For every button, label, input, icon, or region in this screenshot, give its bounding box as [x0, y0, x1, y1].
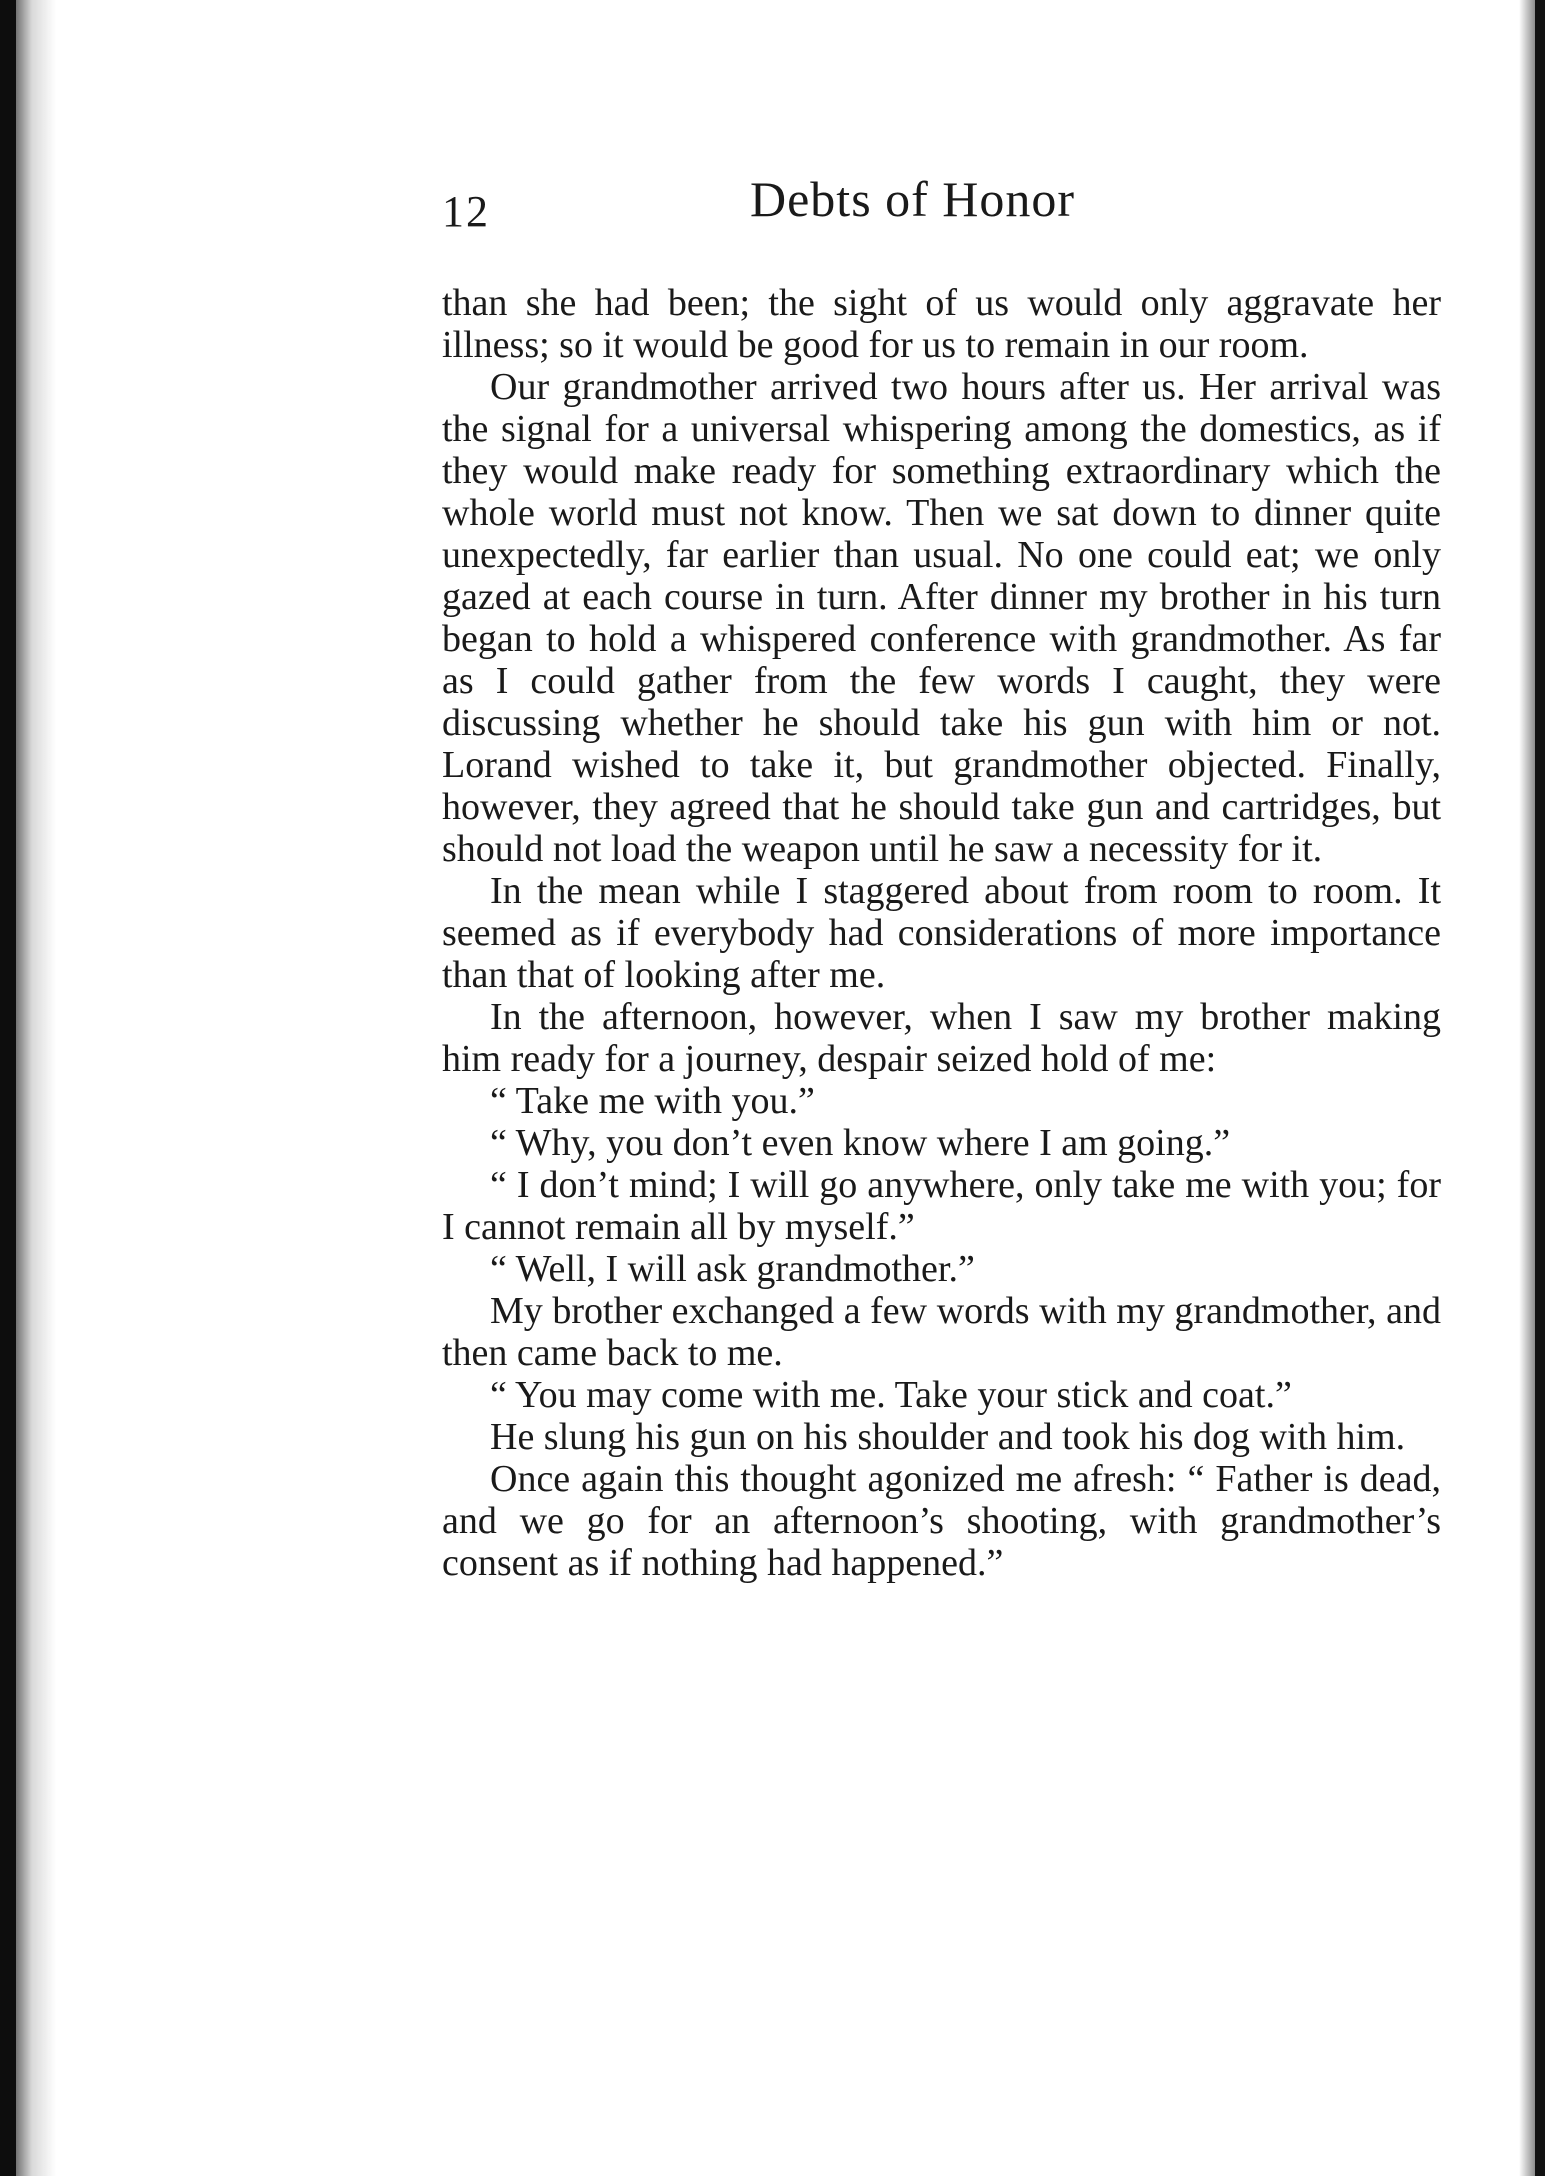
page-number: 12 [442, 187, 490, 236]
page-edge-shading [1519, 0, 1535, 2176]
dialogue-line: “ You may come with me. Take your stick and coat.” [490, 1374, 1292, 1416]
body-text [442, 282, 1441, 1584]
dialogue-line: “ Why, you don’t even know where I am going.” [490, 1122, 1231, 1164]
paragraph: In the afternoon, however, when I saw my brother making him ready for a journey, despair seized hold of me: [442, 996, 1441, 1080]
paragraph: He slung his gun on his shoulder and took his dog with him. [490, 1416, 1406, 1458]
gutter-shading [16, 0, 56, 2176]
paragraph: Our grandmother arrived two hours after us. Her arrival was the signal for a universal whispering among the domestics, as if they would make ready for something extraordinary which the whole world must not know. Then we sat down to dinner quite unexpectedly, far earlier than usual. No one could eat; we only gazed at each course in turn. After dinner my brother in his turn began to hold a whispered conference with grandmother. As far as I could gather from the few words I caught, they were discussing whether he should take his gun with him or not. Lorand wished to take it, but grandmother objected. Finally, however, they agreed that he should take gun and cartridges, but should not load the weapon until he saw a necessity for it. [442, 366, 1441, 870]
dialogue-line: “ Take me with you.” [490, 1080, 815, 1122]
dialogue-line: “ Well, I will ask grandmother.” [490, 1248, 975, 1290]
paragraph: Once again this thought agonized me afresh: “ Father is dead, and we go for an afternoon’s shooting, with grandmother’s consent as if nothing had happened.” [442, 1458, 1441, 1584]
dialogue-line: “ I don’t mind; I will go anywhere, only take me with you; for I cannot remain all by myself.” [442, 1164, 1441, 1248]
book-spine-shadow [0, 0, 16, 2176]
page-header [442, 170, 1442, 250]
paragraph: My brother exchanged a few words with my grandmother, and then came back to me. [442, 1290, 1441, 1374]
page-edge [1535, 0, 1545, 2176]
paragraph: than she had been; the sight of us would only aggravate her illness; so it would be good for us to remain in our room. [442, 282, 1441, 366]
paragraph: In the mean while I staggered about from room to room. It seemed as if everybody had considerations of more importance than that of looking after me. [442, 870, 1441, 996]
running-title: Debts of Honor [750, 171, 1076, 227]
